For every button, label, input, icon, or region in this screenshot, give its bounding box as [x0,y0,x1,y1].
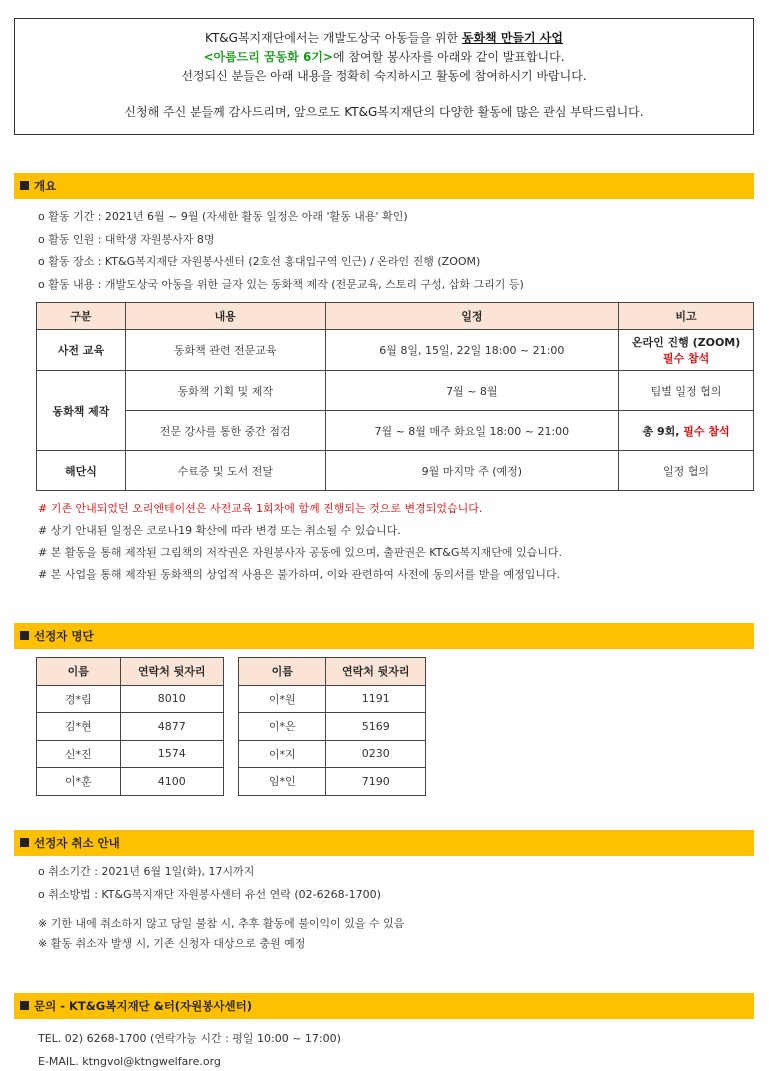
header-cell: 이름 [239,658,326,686]
overview-item: o 활동 기간 : 2021년 6월 ~ 9월 (자세한 활동 일정은 아래 '활동 내용' 확인) [38,210,408,223]
table-row: 김*현 4877 [37,713,224,741]
schedule-table [36,302,754,491]
header-cell: 연락처 뒷자리 [120,658,224,686]
table-header-row [37,658,224,686]
note-item: # 상기 안내된 일정은 코로나19 확산에 따라 변경 또는 취소될 수 있습니다. [38,524,401,537]
cancel-note: ※ 활동 취소자 발생 시, 기존 신청자 대상으로 충원 예정 [38,937,306,950]
note-item: # 본 사업을 통해 제작된 동화책의 상업적 사용은 불가하며, 이와 관련하여 사전에 동의서를 받을 예정입니다. [38,568,561,581]
table-row: 임*인 7190 [239,768,426,796]
table-row [37,451,754,491]
square-bullet-icon [20,181,29,190]
notes-list [38,498,562,586]
note-item: # 본 활동을 통해 제작된 그림책의 저작권은 자원봉사자 공동에 있으며, 출판권은 KT&G복지재단에 있습니다. [38,546,563,559]
content-cell: 전문 강사를 통한 중간 점검 [125,411,325,451]
note-item: # 기존 안내되었던 오리엔테이션은 사전교육 1회차에 함께 진행되는 것으로 변경되었습니다. [38,502,483,515]
table-row: 이*은 5169 [239,713,426,741]
table-row: 이*지 0230 [239,740,426,768]
table-row [37,330,754,371]
overview-item: o 활동 장소 : KT&G복지재단 자원봉사센터 (2호선 홍대입구역 인근) / 온라인 진행 (ZOOM) [38,255,481,268]
date-cell: 7월 ~ 8월 [325,371,619,411]
overview-item: o 활동 내용 : 개발도상국 아동을 위한 글자 있는 동화책 제작 (전문교육, 스토리 구성, 삽화 그리기 등) [38,277,524,291]
selected-table-right [238,657,426,796]
section-header-selected: 선정자 명단 [14,623,754,649]
program-name: <아름드리 꿈동화 6기> [203,50,333,64]
table-row [37,411,754,451]
contact-info [38,1027,341,1071]
gubun-cell: 동화책 제작 [37,371,126,451]
gubun-cell: 사전 교육 [37,330,126,371]
table-row: 신*진 1574 [37,740,224,768]
section-header-contact: 문의 - KT&G복지재단 &터(자원봉사센터) [14,993,754,1019]
section-header-overview: 개요 [14,173,754,199]
notice-line-2: <아름드리 꿈동화 6기>에 참여할 봉사자를 아래와 같이 발표합니다. [203,50,565,64]
content-cell: 동화책 기획 및 제작 [125,371,325,411]
cancel-note: ※ 기한 내에 취소하지 않고 당일 불참 시, 추후 활동에 불이익이 있을 수 있음 [38,917,405,930]
header-cell: 연락처 뒷자리 [326,658,426,686]
header-cell: 이름 [37,658,121,686]
announcement-box [14,18,754,135]
table-row [37,371,754,411]
cancel-info [38,860,404,954]
note-cell: 온라인 진행 (ZOOM) 필수 참석 [619,330,754,371]
date-cell: 9월 마지막 주 (예정) [325,451,619,491]
overview-item: o 활동 인원 : 대학생 자원봉사자 8명 [38,232,215,246]
table-row: 경*림 8010 [37,685,224,713]
table-row: 이*훈 4100 [37,768,224,796]
content-cell: 동화책 관련 전문교육 [125,330,325,371]
header-cell: 내용 [125,303,325,330]
project-name: 동화책 만들기 사업 [461,31,563,45]
cancel-notes [38,914,404,954]
cancel-item: o 취소방법 : KT&G복지재단 자원봉사센터 유선 연락 (02-6268-1700) [38,888,381,901]
cancel-item: o 취소기간 : 2021년 6월 1일(화), 17시까지 [38,865,255,878]
gubun-cell: 해단식 [37,451,126,491]
table-header-row [239,658,426,686]
overview-list [38,206,524,296]
content-cell: 수료증 및 도서 전달 [125,451,325,491]
square-bullet-icon [20,631,29,640]
square-bullet-icon [20,838,29,847]
note-cell: 총 9회, 필수 참석 [619,411,754,451]
contact-email: E-MAIL. ktngvol@ktngwelfare.org [38,1055,221,1068]
notice-line-4: 신청해 주신 분들께 감사드리며, 앞으로도 KT&G복지재단의 다양한 활동에 많은 관심 부탁드립니다. [124,105,644,119]
date-cell: 6월 8일, 15일, 22일 18:00 ~ 21:00 [325,330,619,371]
square-bullet-icon [20,1001,29,1010]
notice-line-1: KT&G복지재단에서는 개발도상국 아동들을 위한 동화책 만들기 사업 [205,31,563,45]
table-header-row [37,303,754,330]
notice-line-3: 선정되신 분들은 아래 내용을 정확히 숙지하시고 활동에 참여하시기 바랍니다. [181,69,587,83]
section-header-cancel: 선정자 취소 안내 [14,830,754,856]
header-cell: 비고 [619,303,754,330]
header-cell: 일정 [325,303,619,330]
table-row: 이*원 1191 [239,685,426,713]
note-cell: 일정 협의 [619,451,754,491]
note-cell: 팀별 일정 협의 [619,371,754,411]
date-cell: 7월 ~ 8월 매주 화요일 18:00 ~ 21:00 [325,411,619,451]
selected-table-left [36,657,224,796]
header-cell: 구분 [37,303,126,330]
contact-tel: TEL. 02) 6268-1700 (연락가능 시간 : 평일 10:00 ~ 17:00) [38,1032,341,1045]
